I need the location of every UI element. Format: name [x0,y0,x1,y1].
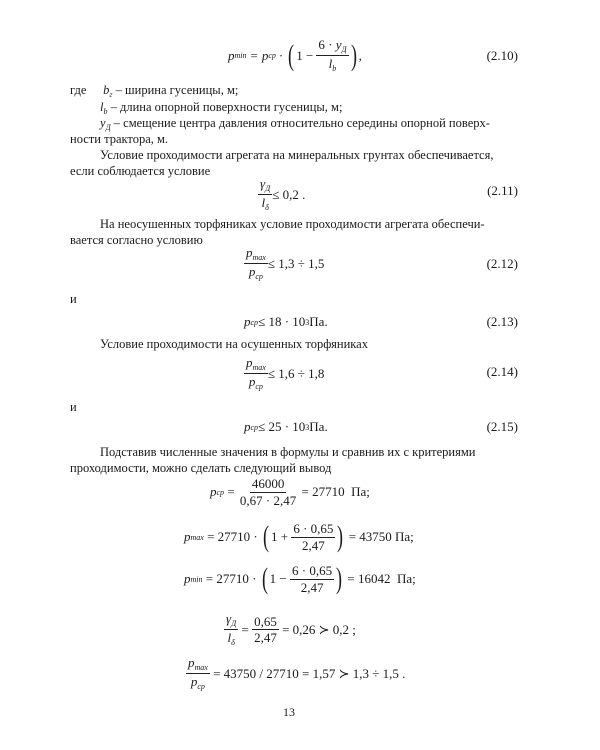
equation-2-15: p ср ≤ 25 · 10 3 Па. [244,419,328,434]
fraction: $\frac{46000}{0,67 \cdot 2,47}$ [239,476,297,508]
equation-2-11: $\frac{\gamma_Д}{l_\delta}$ ≤ 0,2 . [260,176,306,213]
paragraph-line: проходимости, можно сделать следующий вывод [70,461,332,475]
fraction: $\frac{6 \cdot 0,65}{2,47}$ [292,563,333,595]
fraction: $\frac{\gamma_Д}{l_\delta}$ [226,611,237,648]
calculation-p-avg: p ср = $\frac{46000}{0,67 \cdot 2,47}$ = 27710 Па; [210,476,370,508]
left-paren: ( [288,38,295,72]
left-paren: ( [261,562,268,596]
legend-line-3: $y_Д$ – смещение центра давления относительно середины опорной поверх- [100,116,490,132]
equation-number: (2.14) [486,364,518,379]
equation-number: (2.13) [486,314,518,329]
paragraph-line: Условие проходимости агрегата на минеральных грунтах обеспечивается, [100,148,494,162]
fraction: $\frac{6 \cdot 0,65}{2,47}$ [293,521,334,553]
calculation-gamma-ratio: $\frac{\gamma_Д}{l_\delta}$ = $\frac{0,65}{2,47}$ = 0,26 ≻ 0,2 ; [226,611,356,648]
paragraph-line: Условие проходимости на осушенных торфяниках [100,337,368,351]
right-paren: ) [350,38,357,72]
equation-2-14: $\frac{p_{max}}{p_{ср}}$ ≤ 1,6 ÷ 1,8 [246,355,325,392]
legend-line-1: где $b_г$ – ширина гусеницы, м; [70,83,239,99]
conjunction: и [70,400,77,414]
fraction: $\frac{p_{max}}{p_{ср}}$ [188,655,208,692]
equation-number: (2.12) [486,256,518,271]
legend-line-3-cont: ности трактора, м. [70,132,169,146]
paragraph-line: вается согласно условию [70,233,203,247]
fraction: $\frac{p_{max}}{p_{ср}}$ [246,245,266,282]
calculation-p-max: p max = 27710 · ( 1 + $\frac{6 \cdot 0,65}{2,47}$ ) = 43750 Па; [184,520,414,554]
calculation-p-min: p min = 27710 · ( 1 − $\frac{6 \cdot 0,65}{2,47}$ ) = 16042 Па; [184,562,416,596]
right-paren: ) [336,562,343,596]
equation-2-13: p ср ≤ 18 · 10 3 Па. [244,314,328,329]
equation-number: (2.15) [486,419,518,434]
equation-2-10: p min = p ср · ( 1 − $\frac{6 \cdot y_Д}{l_b}$ ) , [228,37,362,74]
paragraph-line: Подставив численные значения в формулы и сравнив их с критериями [100,445,476,459]
equation-number: (2.10) [486,48,518,63]
fraction: $\frac{\gamma_Д}{l_\delta}$ [260,176,271,213]
paragraph-line: На неосушенных торфяниках условие проходимости агрегата обеспечи- [100,217,485,231]
fraction: $\frac{p_{max}}{p_{ср}}$ [246,355,266,392]
fraction: $\frac{0,65}{2,47}$ [254,613,277,646]
conjunction: и [70,292,77,306]
paragraph-line: если соблюдается условие [70,164,211,178]
equation-number: (2.11) [487,183,518,198]
left-paren: ( [263,520,269,554]
fraction: $\frac{6 \cdot y_Д}{l_b}$ [318,37,347,74]
legend-line-2: $l_b$ – длина опорной поверхности гусеницы, м; [100,100,343,116]
equation-2-12: $\frac{p_{max}}{p_{ср}}$ ≤ 1,3 ÷ 1,5 [246,245,325,282]
calculation-pressure-ratio: $\frac{p_{max}}{p_{ср}}$ = 43750 / 27710 = 1,57 ≻ 1,3 ÷ 1,5 . [188,655,406,692]
page-number: 13 [283,705,295,719]
right-paren: ) [337,520,344,554]
